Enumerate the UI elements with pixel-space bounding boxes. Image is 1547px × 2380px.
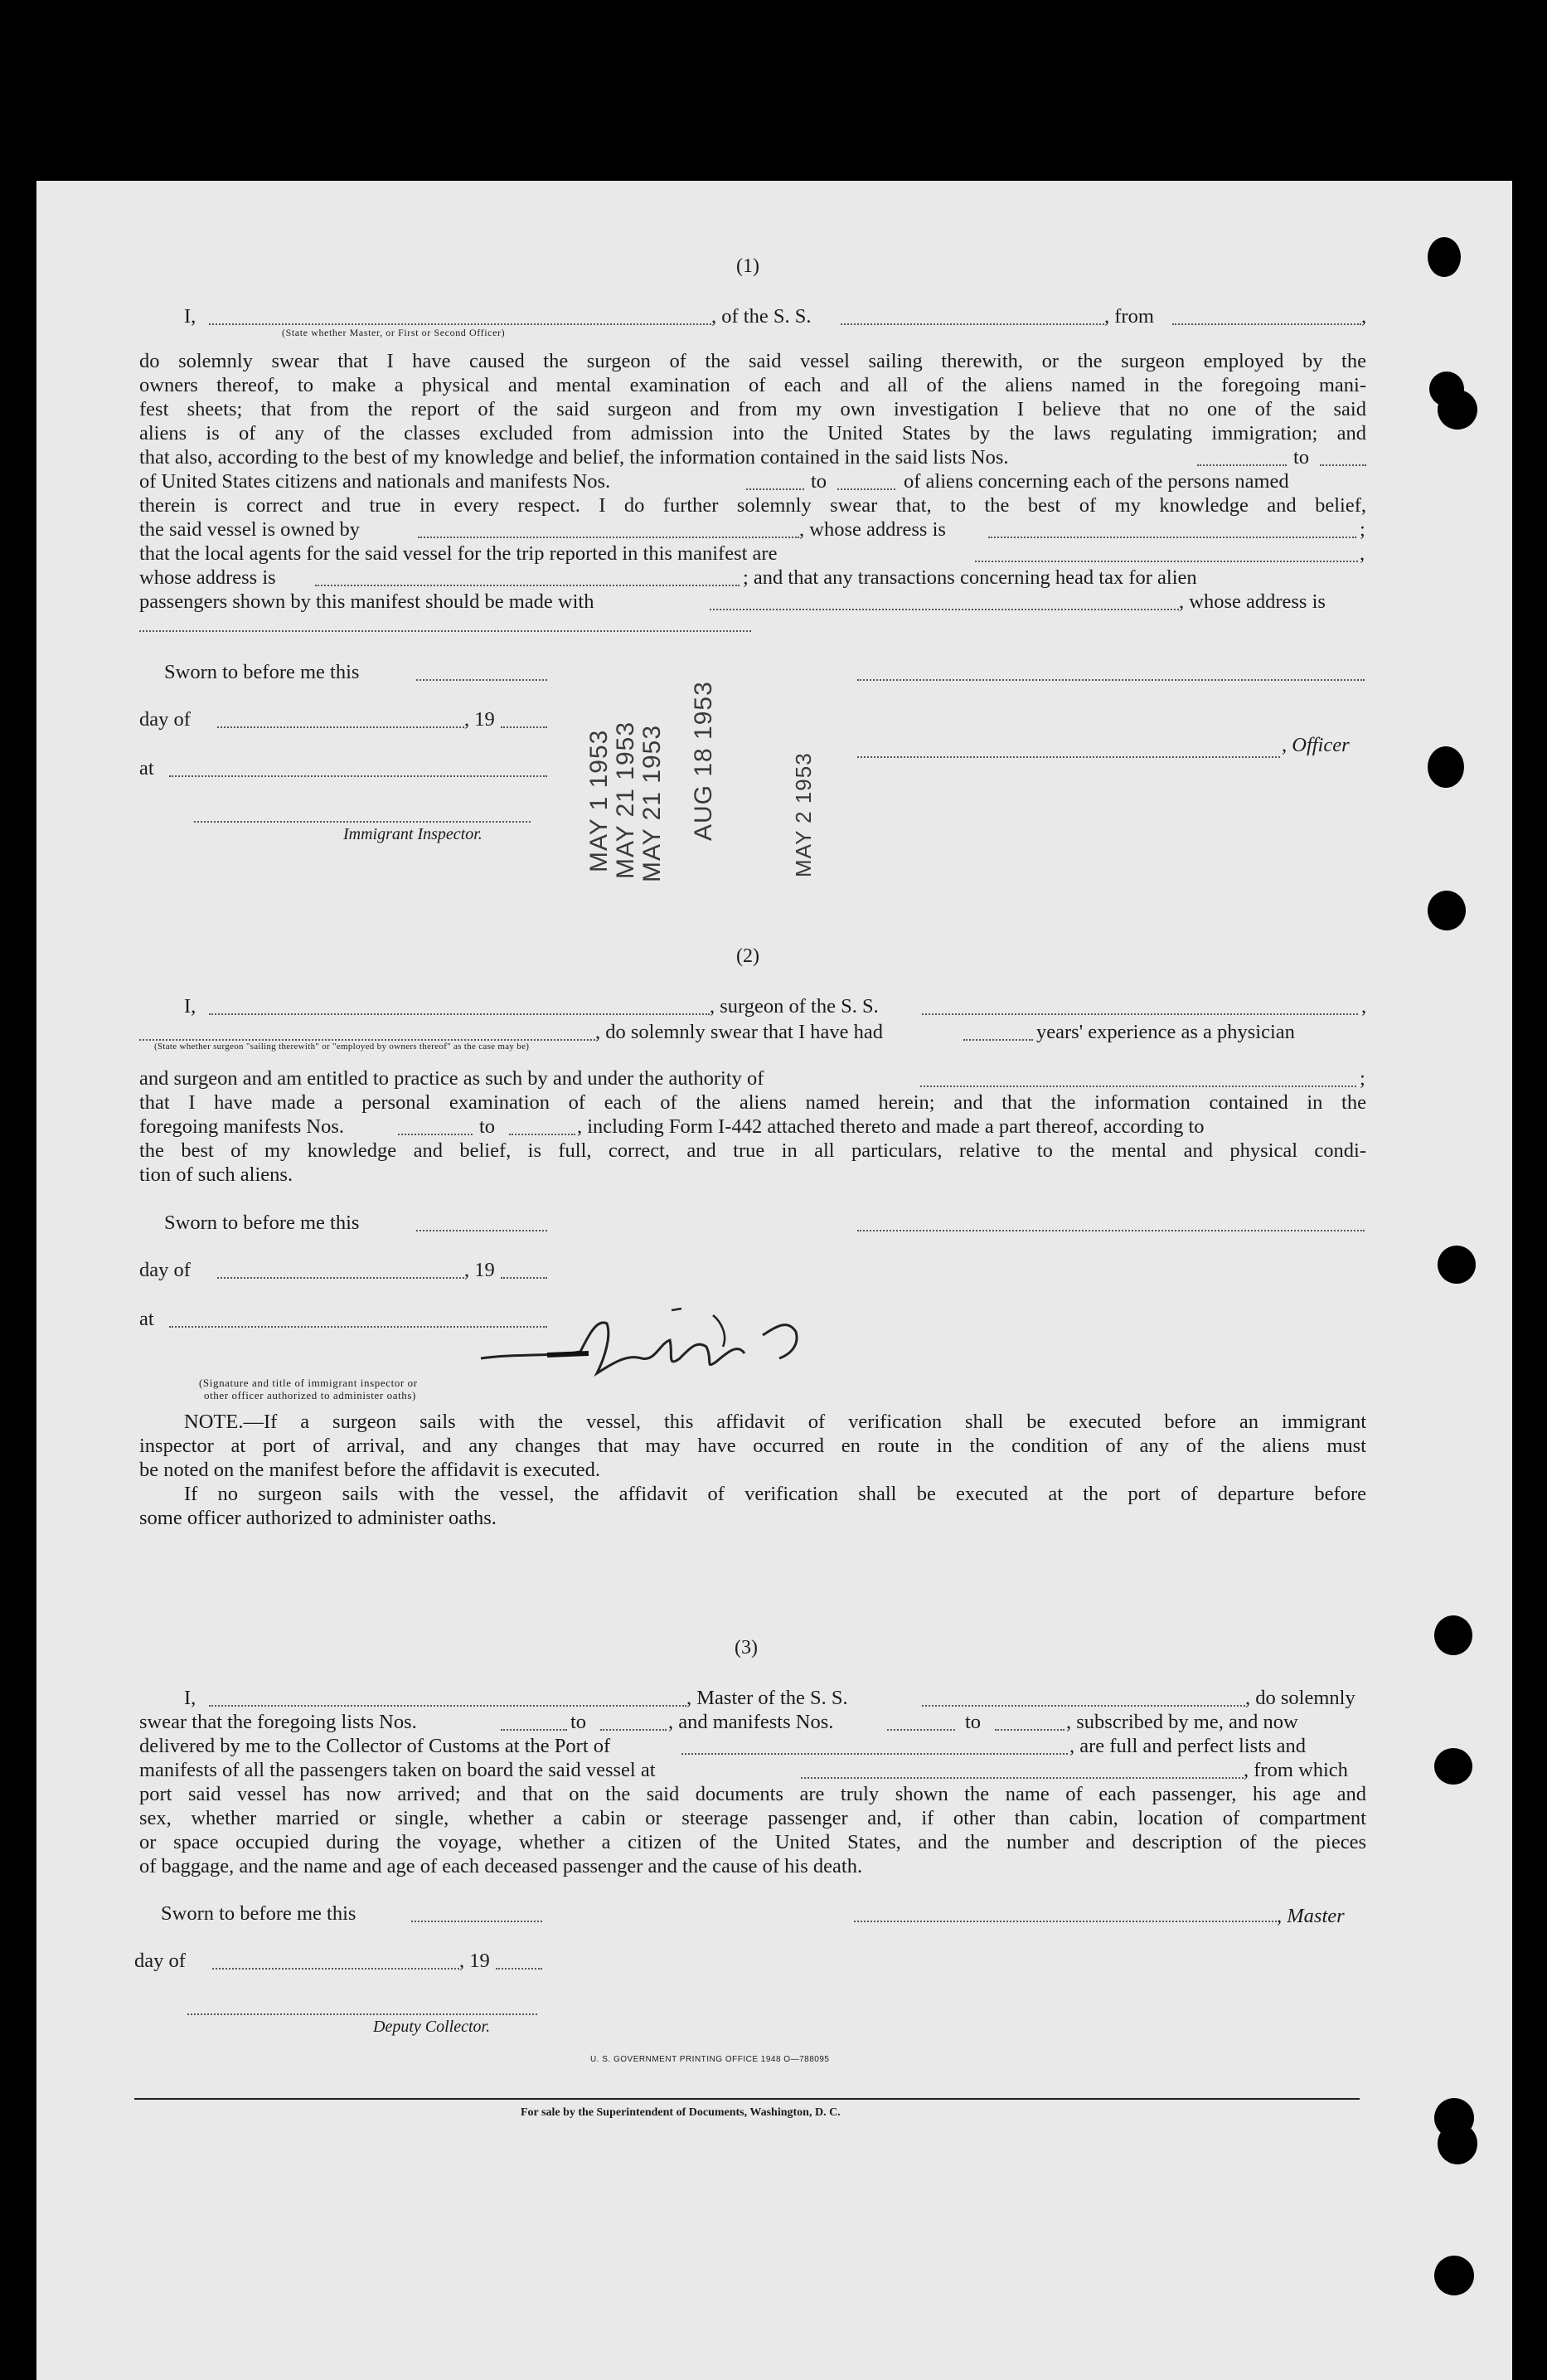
s1-passengers-label: passengers shown by this manifest should be made with <box>139 590 594 613</box>
s1-officer-name-field[interactable] <box>209 323 711 325</box>
punch-hole <box>1438 390 1477 430</box>
s1-owner-address-label: , whose address is <box>799 518 946 541</box>
s3-master-signature-line[interactable] <box>854 1921 1277 1922</box>
s1-at-label: at <box>139 757 154 780</box>
punch-hole <box>1434 1748 1472 1785</box>
s2-line1-comma: , <box>1361 995 1367 1018</box>
s1-line1-label-from: , from <box>1104 305 1154 328</box>
s3-sworn-date-field[interactable] <box>411 1921 542 1922</box>
s3-subscribed-text: , subscribed by me, and now <box>1066 1711 1298 1733</box>
s2-capacity-note: (State whether surgeon "sailing therewith" or "employed by owners thereof" as the case may be) <box>154 1042 530 1052</box>
s2-paragraph-line: tion of such aliens. <box>139 1163 293 1186</box>
s2-day-field[interactable] <box>217 1277 464 1279</box>
s2-capacity-field[interactable] <box>139 1039 595 1041</box>
s2-sworn-date-field[interactable] <box>416 1230 547 1231</box>
s1-owner-field[interactable] <box>418 537 799 538</box>
s3-lists-from-field[interactable] <box>501 1729 567 1731</box>
s1-headtax-party-field[interactable] <box>710 609 1179 610</box>
s1-owned-semicolon: ; <box>1360 518 1365 541</box>
s2-years-text: years' experience as a physician <box>1036 1021 1295 1043</box>
s3-lists-perfect-text: , are full and perfect lists and <box>1069 1735 1307 1757</box>
s2-authority-text: and surgeon and am entitled to practice as such by and under the authority of <box>139 1067 764 1090</box>
section-3-number: (3) <box>735 1637 758 1659</box>
s1-lists-to-label: to <box>1293 446 1310 469</box>
s3-master-label: , Master <box>1277 1905 1345 1927</box>
s1-from-port-field[interactable] <box>1172 323 1361 325</box>
punch-hole <box>1434 2256 1474 2295</box>
sale-notice: For sale by the Superintendent of Documents, Washington, D. C. <box>521 2106 841 2119</box>
punch-hole <box>1428 891 1466 930</box>
date-stamp: MAY 2 1953 <box>791 752 816 877</box>
s1-lists-to-field[interactable] <box>1320 464 1366 466</box>
s3-dayof-label: day of <box>134 1950 186 1972</box>
s1-sworn-label: Sworn to before me this <box>164 661 360 683</box>
s2-sworn-label: Sworn to before me this <box>164 1212 360 1234</box>
s1-manifests-to-label: to <box>811 470 827 493</box>
s1-headtax-text: ; and that any transactions concerning head tax for alien <box>743 566 1197 589</box>
s1-sworn-date-field[interactable] <box>416 679 547 681</box>
s1-owned-label: the said vessel is owned by <box>139 518 361 541</box>
s3-taken-text: manifests of all the passengers taken on board the said vessel at <box>139 1759 656 1781</box>
s1-agents-label: that the local agents for the said vessel for the trip reported in this manifest are <box>139 542 778 565</box>
s3-paragraph-line: of baggage, and the name and age of each deceased passenger and the cause of his death. <box>139 1855 863 1877</box>
section-2-number: (2) <box>736 945 759 967</box>
footer-rule <box>134 2098 1360 2100</box>
date-stamp: AUG 18 1953 <box>690 681 717 841</box>
s1-at-field[interactable] <box>169 775 547 777</box>
s1-line1-label-ss: , of the S. S. <box>711 305 812 328</box>
date-stamp: MAY 21 1953 <box>612 721 639 879</box>
s1-agents-address-field[interactable] <box>315 585 740 586</box>
s3-master-name-field[interactable] <box>209 1705 686 1707</box>
s3-port-field[interactable] <box>681 1753 1068 1755</box>
s3-port-text: delivered by me to the Collector of Customs at the Port of <box>139 1735 611 1757</box>
s1-line1-note: (State whether Master, or First or Second Officer) <box>282 327 506 338</box>
s3-manifests-to-label: to <box>965 1711 982 1733</box>
s2-note-line: be noted on the manifest before the affidavit is executed. <box>139 1459 601 1481</box>
s1-paragraph-line: fest sheets; that from the report of the said surgeon and from my own investigation I believe that no one of the said <box>139 398 1366 420</box>
s2-manifests-text: foregoing manifests Nos. <box>139 1115 344 1138</box>
s2-manifests-to-label: to <box>479 1115 496 1138</box>
s3-line1-label-ss: , Master of the S. S. <box>686 1687 848 1709</box>
s1-line1-label-i: I, <box>184 305 196 328</box>
s1-paragraph-line: aliens is of any of the classes excluded from admission into the United States by the laws regulating immigration; and <box>139 422 1366 444</box>
s3-collector-label: Deputy Collector. <box>373 2018 491 2036</box>
s1-agents-comma: , <box>1360 542 1365 565</box>
punch-hole <box>1438 2123 1477 2164</box>
s1-paragraph-line: therein is correct and true in every respect. I do further solemnly swear that, to the best of my knowledge and belief, <box>139 494 1366 517</box>
s2-vessel-field[interactable] <box>922 1013 1358 1015</box>
s2-paragraph-line: the best of my knowledge and belief, is full, correct, and true in all particulars, relative to the mental and physical condi- <box>139 1139 1366 1162</box>
s1-agents-address-label: whose address is <box>139 566 276 589</box>
s1-headtax-address-label: , whose address is <box>1179 590 1326 613</box>
s1-paragraph-line: owners thereof, to make a physical and mental examination of each and all of the aliens named in the foregoing mani- <box>139 374 1366 396</box>
s1-officer-label: , Officer <box>1282 734 1350 756</box>
s1-manifests-text: of United States citizens and nationals and manifests Nos. <box>139 470 611 493</box>
s3-lists-to-field[interactable] <box>600 1729 667 1731</box>
s1-year-field[interactable] <box>501 726 547 728</box>
s2-note-line: If no surgeon sails with the vessel, the affidavit of verification shall be executed at the port of departure before <box>184 1483 1366 1505</box>
s2-authority-field[interactable] <box>920 1086 1356 1087</box>
s1-year-label: , 19 <box>464 708 495 731</box>
punch-hole <box>1428 746 1464 788</box>
s2-note-line: some officer authorized to administer oaths. <box>139 1507 497 1529</box>
s2-years-field[interactable] <box>963 1039 1033 1041</box>
s3-paragraph-line: sex, whether married or single, whether a cabin or steerage passenger and, if other than cabin, location of compartment <box>139 1807 1366 1829</box>
s2-manifests-text-end: , including Form I-442 attached thereto and made a part thereof, according to <box>577 1115 1205 1138</box>
s3-lists-to-label: to <box>570 1711 587 1733</box>
s3-paragraph-line: or space occupied during the voyage, whether a citizen of the United States, and the number and description of the pieces <box>139 1831 1366 1853</box>
s1-manifests-from-field[interactable] <box>746 488 804 490</box>
s3-taken-at-field[interactable] <box>801 1777 1244 1779</box>
s2-authority-semicolon: ; <box>1360 1067 1365 1090</box>
s1-vessel-name-field[interactable] <box>841 323 1104 325</box>
punch-hole <box>1438 1246 1476 1284</box>
s1-owner-address-field[interactable] <box>988 537 1356 538</box>
s1-manifests-text-end: of aliens concerning each of the persons named <box>904 470 1289 493</box>
s3-paragraph-line: port said vessel has now arrived; and that on the said documents are truly shown the name of each passenger, his age and <box>139 1783 1366 1805</box>
s1-officer-signature-line[interactable] <box>857 679 1365 681</box>
s1-lists-from-field[interactable] <box>1197 464 1287 466</box>
s2-note-line: inspector at port of arrival, and any changes that may have occurred en route in the condition of any of the aliens must <box>139 1435 1366 1457</box>
s2-line1-label-i: I, <box>184 995 196 1018</box>
s3-manifests-to-field[interactable] <box>995 1729 1064 1731</box>
s3-lists-text: swear that the foregoing lists Nos. <box>139 1711 417 1733</box>
s3-year-field[interactable] <box>496 1968 542 1970</box>
s1-agents-field[interactable] <box>975 561 1358 562</box>
s2-line1-label-ss: , surgeon of the S. S. <box>710 995 879 1018</box>
gpo-imprint: U. S. GOVERNMENT PRINTING OFFICE 1948 O—788095 <box>590 2055 830 2064</box>
s3-line1-swear: , do solemnly <box>1245 1687 1355 1709</box>
date-stamp: MAY 21 1953 <box>638 724 666 882</box>
s1-paragraph-line: do solemnly swear that I have caused the surgeon of the said vessel sailing therewith, or the surgeon employed by the <box>139 350 1366 372</box>
punch-hole <box>1434 1615 1472 1655</box>
s3-manifests-text: , and manifests Nos. <box>668 1711 834 1733</box>
s3-from-which-text: , from which <box>1244 1759 1348 1781</box>
s1-day-field[interactable] <box>217 726 464 728</box>
s1-officer-line[interactable] <box>857 756 1280 758</box>
s2-at-label: at <box>139 1308 154 1330</box>
s1-line1-comma: , <box>1361 305 1367 328</box>
s2-year-label: , 19 <box>464 1259 495 1281</box>
s2-surgeon-signature-line[interactable] <box>857 1230 1365 1231</box>
date-stamp: MAY 1 1953 <box>585 729 613 872</box>
s3-sworn-label: Sworn to before me this <box>161 1902 356 1925</box>
s3-year-label: , 19 <box>459 1950 490 1972</box>
s1-inspector-label: Immigrant Inspector. <box>343 825 483 843</box>
section-1-number: (1) <box>736 255 759 277</box>
s3-day-field[interactable] <box>212 1968 459 1970</box>
s2-manifests-from-field[interactable] <box>398 1134 473 1135</box>
s2-signature-note-2: other officer authorized to administer oaths) <box>204 1389 416 1401</box>
s2-swear-text: , do solemnly swear that I have had <box>595 1021 883 1043</box>
s2-dayof-label: day of <box>139 1259 191 1281</box>
s1-headtax-address-field[interactable] <box>139 630 751 632</box>
s1-dayof-label: day of <box>139 708 191 731</box>
s1-lists-text: that also, according to the best of my knowledge and belief, the information contained in the said lists Nos. <box>139 446 1009 469</box>
s3-vessel-field[interactable] <box>922 1705 1245 1707</box>
s2-note-line: NOTE.—If a surgeon sails with the vessel, this affidavit of verification shall be executed before an immigrant <box>184 1411 1366 1433</box>
s3-manifests-from-field[interactable] <box>887 1729 955 1731</box>
s2-surgeon-name-field[interactable] <box>209 1013 710 1015</box>
s2-signature-note-1: (Signature and title of immigrant inspector or <box>199 1377 418 1389</box>
s2-manifests-to-field[interactable] <box>509 1134 575 1135</box>
s2-paragraph-line: that I have made a personal examination of each of the aliens named herein; and that the information contained in the <box>139 1091 1366 1114</box>
s1-manifests-to-field[interactable] <box>837 488 895 490</box>
handwritten-signature <box>464 1260 829 1393</box>
s3-line1-label-i: I, <box>184 1687 196 1709</box>
punch-hole <box>1428 237 1461 277</box>
